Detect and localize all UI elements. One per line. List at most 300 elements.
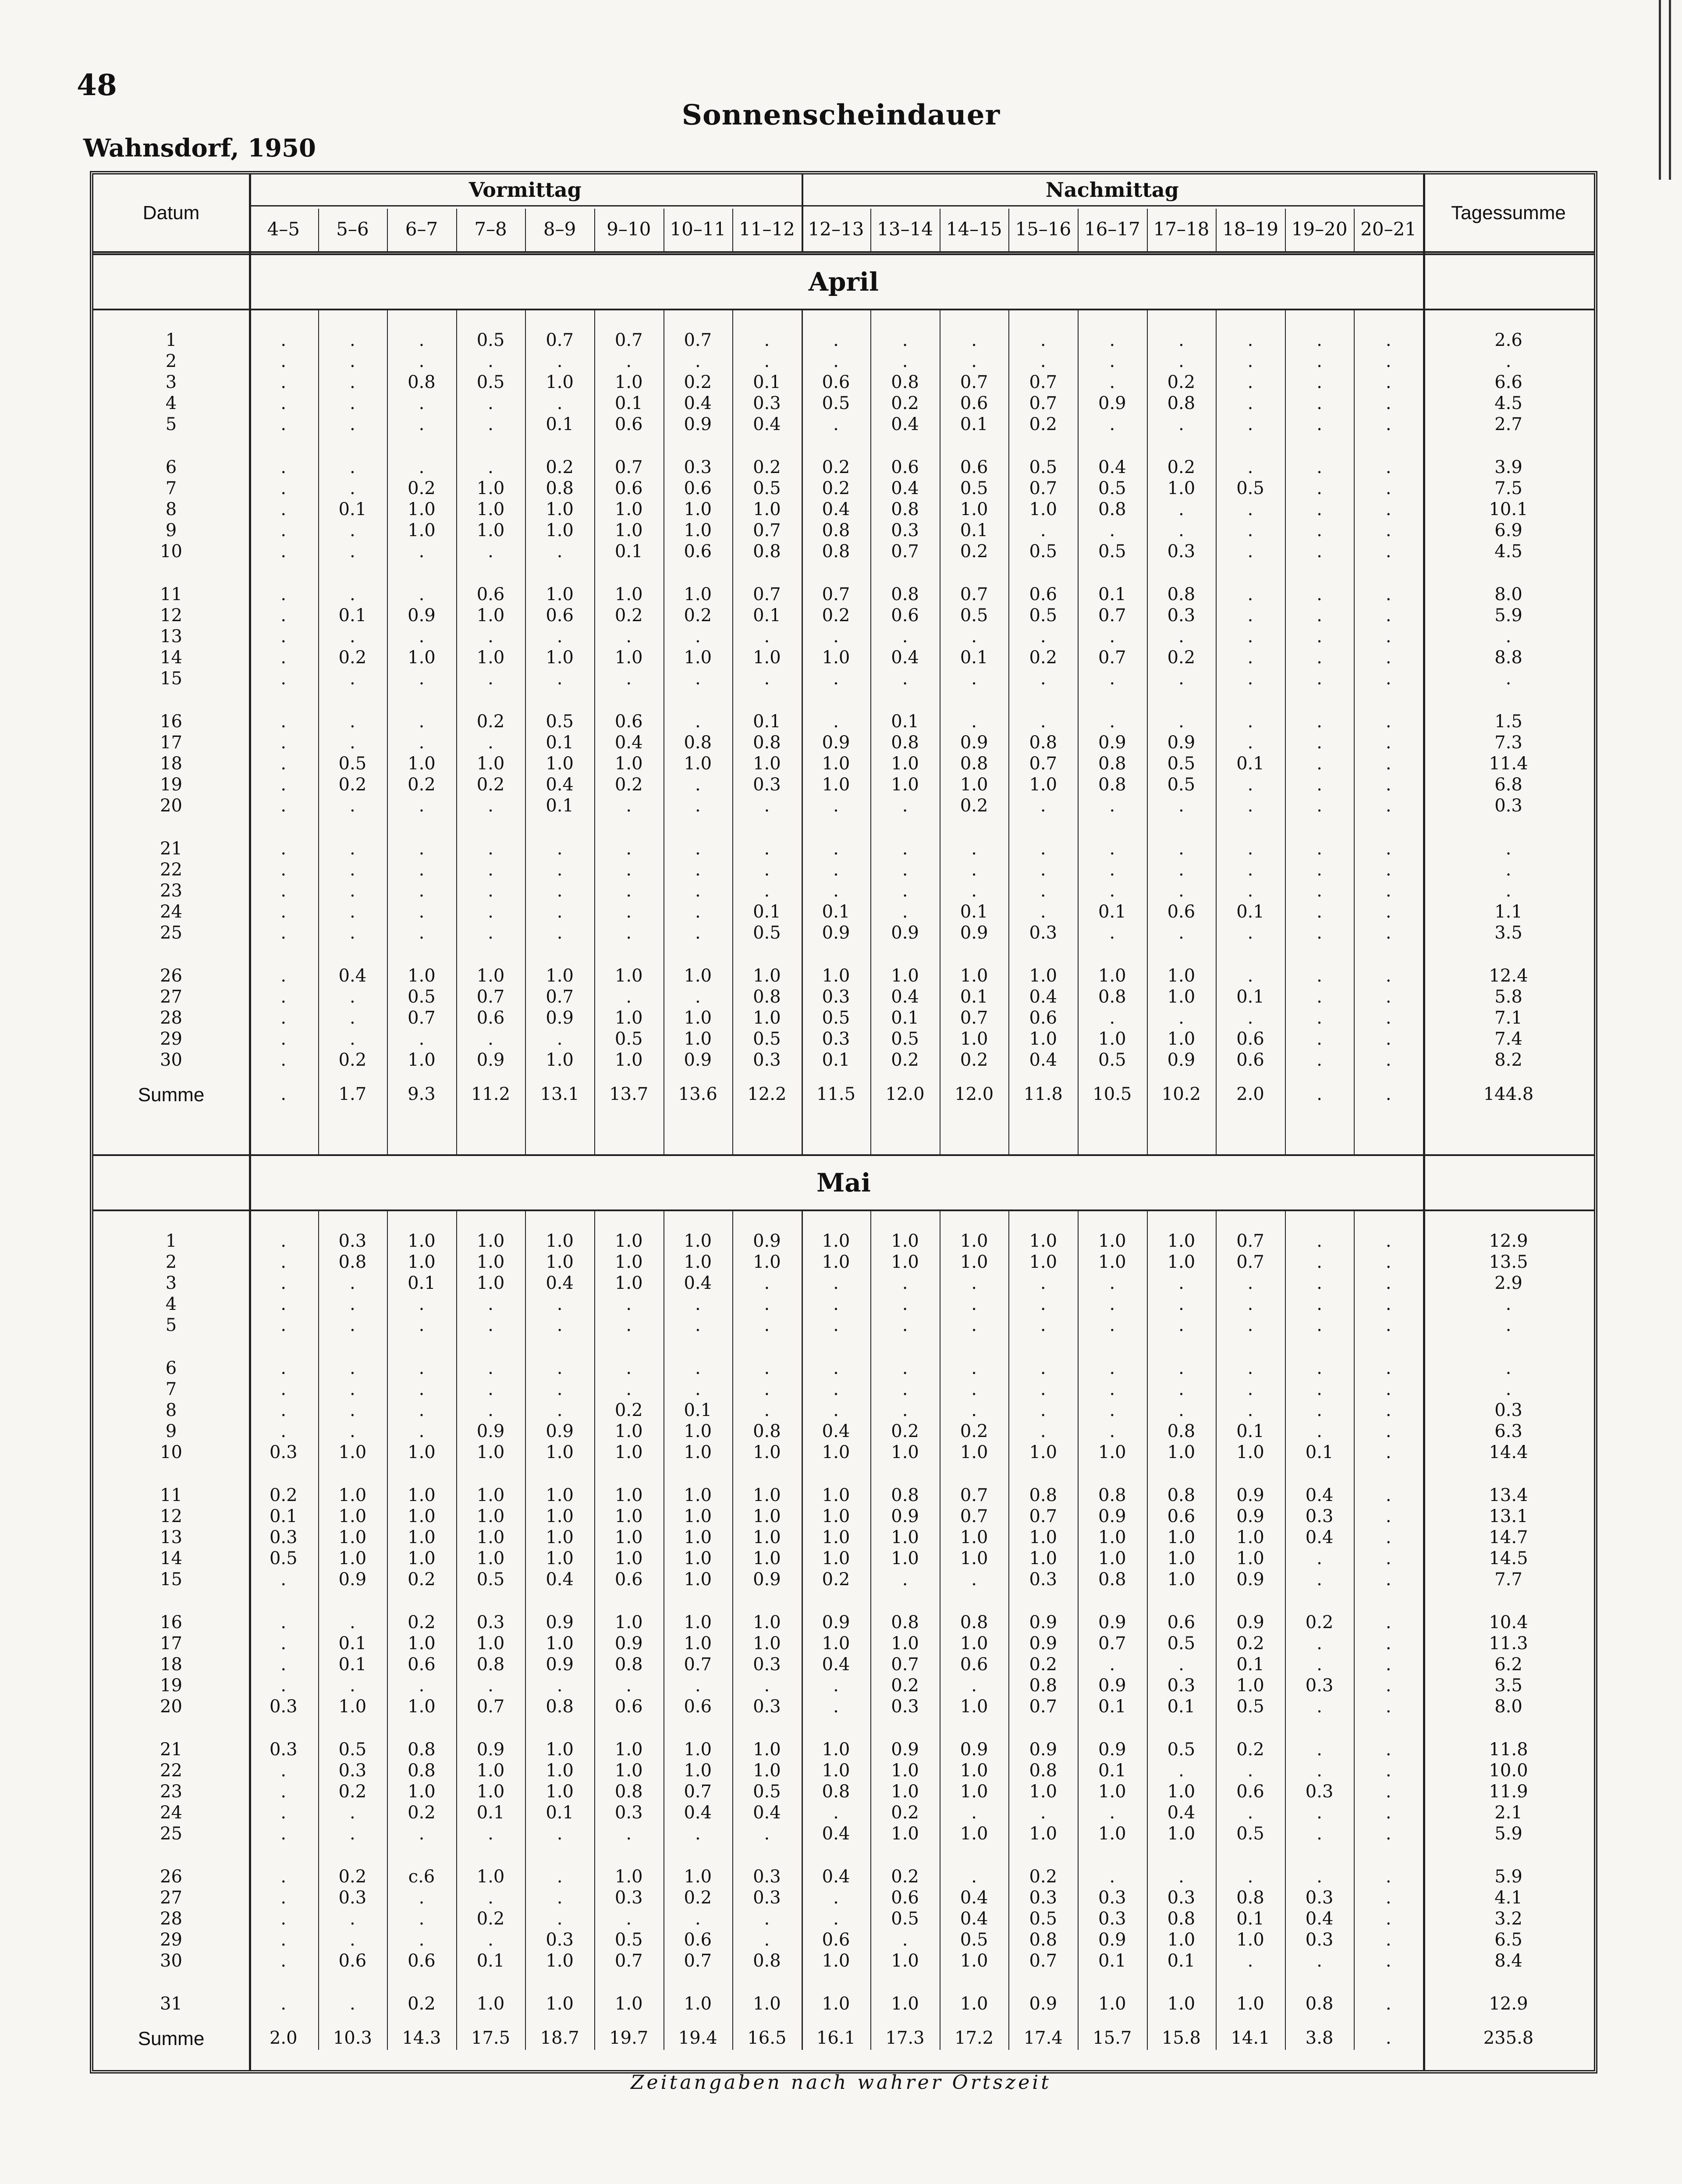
row-date: 29 — [160, 1029, 182, 1049]
hour-value: 1.0 — [614, 1739, 643, 1760]
hour-value: 0.7 — [1098, 647, 1126, 668]
hour-value: 0.1 — [960, 987, 988, 1007]
hour-value: . — [488, 1029, 493, 1049]
hour-value: . — [419, 1029, 425, 1049]
hour-value: 0.2 — [1029, 647, 1057, 668]
hour-sum: 14.3 — [402, 2028, 441, 2048]
col-divider — [594, 209, 595, 251]
hour-value: . — [626, 881, 632, 901]
hour-value: 0.9 — [1236, 1506, 1264, 1526]
hour-value: 1.0 — [753, 1252, 781, 1272]
day-total: 11.8 — [1489, 1739, 1528, 1760]
hour-value: . — [280, 1867, 287, 1887]
row-date: 16 — [160, 711, 182, 732]
hour-value: 0.5 — [476, 372, 505, 392]
hour-value: 0.8 — [1098, 987, 1126, 1007]
hour-value: 0.8 — [891, 1485, 919, 1505]
day-total: 6.3 — [1494, 1421, 1522, 1441]
header-vormittag: Vormittag — [468, 178, 582, 202]
hour-value: 1.0 — [1098, 966, 1126, 986]
hour-value: . — [419, 1888, 425, 1908]
hour-value: . — [695, 775, 701, 795]
hour-value: 0.3 — [753, 393, 781, 413]
hour-value: . — [833, 1803, 839, 1823]
hour-value: 0.1 — [1236, 754, 1264, 774]
hour-value: 1.0 — [753, 647, 781, 668]
hour-value: 1.0 — [960, 1548, 988, 1569]
hour-value: 1.0 — [614, 1548, 643, 1569]
hour-value: 0.9 — [546, 1008, 574, 1028]
hour-value: 0.6 — [546, 605, 574, 626]
hour-value: 0.8 — [1167, 1485, 1196, 1505]
hour-value: . — [1317, 839, 1322, 859]
hour-value: . — [1109, 1803, 1115, 1823]
hour-value: . — [1109, 414, 1115, 434]
hour-value: 0.8 — [753, 541, 781, 562]
hour-value: 1.0 — [1029, 1029, 1057, 1049]
hour-value: . — [902, 796, 908, 816]
hour-value: 1.0 — [891, 1782, 919, 1802]
row-date: 17 — [160, 1633, 182, 1654]
hour-value: . — [1178, 1358, 1184, 1378]
hour-value: 0.2 — [338, 1867, 367, 1887]
hour-value: . — [833, 1675, 839, 1696]
hour-value: . — [1040, 626, 1046, 647]
hour-value: 1.0 — [684, 1008, 712, 1028]
hour-value: 1.0 — [546, 1252, 574, 1272]
hour-value: . — [419, 330, 425, 350]
hour-value: 0.6 — [684, 478, 712, 498]
page-number: 48 — [77, 68, 117, 102]
hour-value: 0.4 — [1305, 1909, 1334, 1929]
hour-value: 0.9 — [1029, 1633, 1057, 1654]
hour-value: . — [1247, 881, 1253, 901]
row-date: 2 — [165, 351, 177, 371]
hour-value: . — [1040, 1273, 1046, 1293]
hour-value: 0.3 — [269, 1739, 298, 1760]
hour-value: . — [1040, 796, 1046, 816]
hour-value: . — [695, 1379, 701, 1399]
hour-value: . — [1178, 351, 1184, 371]
hour-value: . — [1178, 1400, 1184, 1420]
hour-value: 1.0 — [684, 1485, 712, 1505]
hour-value: . — [971, 330, 977, 350]
hour-value: 0.8 — [1029, 733, 1057, 753]
hour-value: 0.3 — [338, 1761, 367, 1781]
hour-value: . — [280, 1761, 287, 1781]
hour-value: 0.2 — [891, 1050, 919, 1070]
day-total: 4.5 — [1494, 393, 1522, 413]
hour-value: . — [902, 351, 908, 371]
hour-value: . — [1317, 414, 1322, 434]
hour-value: . — [626, 902, 632, 922]
hour-value: . — [902, 1273, 908, 1293]
hour-value: . — [1317, 669, 1322, 689]
hour-value: . — [1178, 669, 1184, 689]
col-divider — [1216, 209, 1217, 251]
hour-value: . — [280, 669, 287, 689]
hour-value: . — [350, 1358, 355, 1378]
hour-value: . — [1109, 1294, 1115, 1314]
hour-value: . — [1385, 1548, 1391, 1569]
hour-value: 1.0 — [891, 1252, 919, 1272]
hour-value: . — [1385, 1951, 1391, 1971]
hour-value: . — [350, 1930, 355, 1950]
hour-value: 0.1 — [753, 372, 781, 392]
hour-value: . — [419, 1930, 425, 1950]
hour-value: . — [971, 626, 977, 647]
hour-value: . — [1040, 1803, 1046, 1823]
hour-value: . — [280, 1675, 287, 1696]
hour-value: 0.1 — [1305, 1442, 1334, 1462]
col-divider — [456, 1211, 457, 2050]
hour-value: . — [1317, 1633, 1322, 1654]
hour-value: . — [626, 1294, 632, 1314]
day-total: 6.9 — [1494, 520, 1522, 541]
row-date: 7 — [165, 1379, 177, 1399]
hour-value: 0.1 — [1236, 1421, 1264, 1441]
hour-value: 0.5 — [408, 987, 436, 1007]
hour-value: . — [1385, 1612, 1391, 1633]
hour-value: 0.2 — [1236, 1633, 1264, 1654]
hour-value: . — [1247, 1400, 1253, 1420]
hour-value: 0.9 — [408, 605, 436, 626]
hour-value: 0.4 — [960, 1888, 988, 1908]
hour-value: 0.7 — [684, 1654, 712, 1675]
hour-value: . — [350, 796, 355, 816]
hour-value: . — [419, 351, 425, 371]
header-hour: 8–9 — [543, 218, 576, 240]
hour-value: 0.2 — [338, 647, 367, 668]
hour-value: 0.9 — [476, 1739, 505, 1760]
hour-value: . — [833, 414, 839, 434]
hour-value: . — [350, 1294, 355, 1314]
hour-value: 1.0 — [960, 1527, 988, 1547]
hour-value: 1.0 — [822, 966, 850, 986]
hour-value: 0.4 — [1029, 1050, 1057, 1070]
hour-value: 1.0 — [546, 754, 574, 774]
hour-value: . — [350, 1400, 355, 1420]
hour-value: 1.0 — [546, 1761, 574, 1781]
hour-value: 0.8 — [891, 1612, 919, 1633]
hour-value: 1.0 — [960, 499, 988, 519]
day-total: 6.8 — [1494, 775, 1522, 795]
hour-value: . — [833, 330, 839, 350]
row-date: 12 — [160, 1506, 182, 1526]
hour-value: . — [350, 839, 355, 859]
hour-value: 1.0 — [891, 1633, 919, 1654]
hour-value: 0.8 — [408, 1739, 436, 1760]
hour-value: . — [280, 733, 287, 753]
row-date: 14 — [160, 647, 182, 668]
hour-value: 0.6 — [614, 478, 643, 498]
hour-value: 1.0 — [960, 1029, 988, 1049]
hour-value: . — [1247, 775, 1253, 795]
hour-value: . — [1247, 1761, 1253, 1781]
hour-value: 1.0 — [822, 775, 850, 795]
col-divider — [732, 209, 733, 251]
hour-sum: 19.4 — [678, 2028, 717, 2048]
hour-value: 0.2 — [476, 1909, 505, 1929]
hour-value: . — [1247, 1315, 1253, 1335]
col-divider — [387, 1211, 388, 2050]
hour-value: 0.8 — [1029, 1761, 1057, 1781]
header-hour: 9–10 — [607, 218, 651, 240]
hour-value: 0.7 — [546, 987, 574, 1007]
hour-value: . — [280, 987, 287, 1007]
hour-value: 0.5 — [822, 393, 850, 413]
hour-value: . — [419, 457, 425, 477]
hour-value: . — [1178, 1654, 1184, 1675]
hour-value: 0.3 — [1305, 1782, 1334, 1802]
hour-value: 0.6 — [408, 1951, 436, 1971]
hour-value: 0.6 — [822, 1930, 850, 1950]
hour-value: . — [419, 1358, 425, 1378]
hour-value: 1.0 — [684, 1231, 712, 1251]
hour-value: . — [419, 902, 425, 922]
hour-value: . — [280, 1294, 287, 1314]
hour-value: 0.3 — [1305, 1888, 1334, 1908]
hour-sum: 17.4 — [1023, 2028, 1063, 2048]
hour-value: 1.0 — [338, 1485, 367, 1505]
hour-value: 0.1 — [1236, 902, 1264, 922]
hour-value: 0.4 — [1098, 457, 1126, 477]
day-total: 7.5 — [1494, 478, 1522, 498]
hour-value: 1.0 — [408, 1050, 436, 1070]
hour-value: 0.5 — [891, 1029, 919, 1049]
hour-value: 1.0 — [822, 1548, 850, 1569]
hour-value: 0.1 — [891, 1008, 919, 1028]
hour-value: . — [1385, 1782, 1391, 1802]
hour-value: . — [1317, 1252, 1322, 1272]
hour-value: . — [1178, 520, 1184, 541]
hour-value: . — [1385, 1654, 1391, 1675]
hour-value: . — [1385, 1008, 1391, 1028]
hour-value: 0.1 — [753, 902, 781, 922]
header-nachmittag: Nachmittag — [1045, 178, 1179, 202]
hour-value: . — [1385, 372, 1391, 392]
hour-value: 0.3 — [269, 1527, 298, 1547]
hour-value: 0.1 — [1236, 1909, 1264, 1929]
hour-value: 0.8 — [1098, 775, 1126, 795]
hour-value: . — [1317, 351, 1322, 371]
day-total: . — [1505, 626, 1512, 647]
hour-value: 0.5 — [960, 478, 988, 498]
hour-value: 0.4 — [684, 1273, 712, 1293]
hour-value: . — [419, 393, 425, 413]
day-total: 12.9 — [1489, 1231, 1528, 1251]
hour-value: . — [419, 1379, 425, 1399]
hour-value: 0.9 — [891, 1739, 919, 1760]
hour-value: 0.1 — [960, 647, 988, 668]
footer-note: Zeitangaben nach wahrer Ortszeit — [630, 2071, 1052, 2094]
day-total: 8.0 — [1494, 1697, 1522, 1717]
hour-value: . — [350, 1421, 355, 1441]
hour-value: . — [1247, 923, 1253, 943]
hour-value: . — [1109, 796, 1115, 816]
hour-value: 0.4 — [546, 1273, 574, 1293]
hour-value: 0.3 — [614, 1803, 643, 1823]
hour-value: 1.0 — [1167, 966, 1196, 986]
hour-value: 0.8 — [546, 1697, 574, 1717]
hour-value: 0.4 — [1305, 1485, 1334, 1505]
row-date: 7 — [165, 478, 177, 498]
row-date: 20 — [160, 796, 182, 816]
day-total: 13.1 — [1489, 1506, 1528, 1526]
hour-value: 1.0 — [546, 499, 574, 519]
hour-value: . — [1109, 1654, 1115, 1675]
hour-value: . — [280, 1400, 287, 1420]
hour-value: 0.8 — [1167, 393, 1196, 413]
hour-value: . — [557, 1909, 563, 1929]
hour-value: 0.5 — [338, 754, 367, 774]
hour-value: . — [1178, 839, 1184, 859]
hour-value: 1.0 — [822, 1442, 850, 1462]
hour-value: 1.0 — [684, 499, 712, 519]
hour-value: . — [1385, 1675, 1391, 1696]
hour-value: 0.7 — [476, 1697, 505, 1717]
hour-value: 0.4 — [1167, 1803, 1196, 1823]
hour-value: 1.0 — [408, 499, 436, 519]
hour-value: . — [280, 1888, 287, 1908]
hour-value: . — [1109, 881, 1115, 901]
hour-value: 0.8 — [338, 1252, 367, 1272]
hour-value: . — [350, 478, 355, 498]
hour-value: 0.4 — [753, 1803, 781, 1823]
hour-value: . — [971, 1315, 977, 1335]
hour-value: 1.0 — [891, 1231, 919, 1251]
hour-value: . — [419, 541, 425, 562]
hour-value: . — [1178, 626, 1184, 647]
hour-value: 0.3 — [891, 1697, 919, 1717]
hour-value: 0.3 — [269, 1697, 298, 1717]
hour-value: . — [1317, 1358, 1322, 1378]
hour-value: . — [1040, 1379, 1046, 1399]
col-divider — [1216, 1211, 1217, 2050]
row-date: 28 — [160, 1909, 182, 1929]
hour-value: . — [1109, 1867, 1115, 1887]
row-date: 10 — [160, 541, 182, 562]
hour-value: . — [833, 669, 839, 689]
hour-value: . — [1247, 733, 1253, 753]
hour-value: . — [1317, 1400, 1322, 1420]
hour-value: 0.6 — [614, 414, 643, 434]
hour-value: 0.3 — [1029, 1569, 1057, 1590]
day-total: 1.1 — [1494, 902, 1522, 922]
hour-value: 0.6 — [476, 1008, 505, 1028]
hour-value: . — [557, 839, 563, 859]
hour-value: 0.2 — [960, 541, 988, 562]
hour-value: 0.7 — [1029, 372, 1057, 392]
row-date: 20 — [160, 1697, 182, 1717]
hour-value: 1.0 — [546, 1633, 574, 1654]
hour-value: 0.7 — [546, 330, 574, 350]
header-hour: 17–18 — [1153, 218, 1210, 240]
hour-value: 0.4 — [338, 966, 367, 986]
row-date: 24 — [160, 902, 182, 922]
hour-value: 1.0 — [684, 1527, 712, 1547]
hour-value: . — [1247, 966, 1253, 986]
hour-value: 0.5 — [1167, 775, 1196, 795]
hour-value: 1.0 — [960, 1697, 988, 1717]
hour-value: . — [1247, 1379, 1253, 1399]
hour-sum: 13.1 — [540, 1084, 579, 1104]
hour-value: . — [1385, 1029, 1391, 1049]
hour-value: 0.7 — [684, 330, 712, 350]
hour-value: 1.0 — [546, 520, 574, 541]
hour-value: 0.1 — [822, 902, 850, 922]
hour-value: 1.0 — [614, 1421, 643, 1441]
row-date: 13 — [160, 1527, 182, 1547]
col-divider — [525, 1211, 526, 2050]
hour-value: 0.9 — [1236, 1485, 1264, 1505]
hour-value: 0.3 — [269, 1442, 298, 1462]
hour-value: . — [1109, 860, 1115, 880]
hour-value: 1.0 — [1167, 1824, 1196, 1844]
hour-value: 0.9 — [476, 1050, 505, 1070]
hour-value: 0.6 — [338, 1951, 367, 1971]
hour-value: 1.0 — [546, 1527, 574, 1547]
hour-value: . — [280, 1782, 287, 1802]
hour-value: . — [1385, 966, 1391, 986]
hour-value: . — [1317, 393, 1322, 413]
row-date: 4 — [165, 393, 177, 413]
row-date: 16 — [160, 1612, 182, 1633]
hour-value: . — [1247, 1294, 1253, 1314]
hour-value: . — [695, 1909, 701, 1929]
hour-value: 0.9 — [1098, 1506, 1126, 1526]
hour-value: . — [833, 881, 839, 901]
hour-value: 0.8 — [1167, 584, 1196, 605]
hour-value: 1.0 — [753, 1739, 781, 1760]
hour-value: 0.7 — [1236, 1231, 1264, 1251]
hour-value: . — [1317, 902, 1322, 922]
hour-value: . — [280, 605, 287, 626]
hour-value: 0.6 — [891, 605, 919, 626]
hour-value: 0.7 — [891, 541, 919, 562]
hour-value: 1.0 — [338, 1442, 367, 1462]
hour-value: . — [1247, 414, 1253, 434]
hour-value: . — [902, 669, 908, 689]
hour-value: 0.5 — [269, 1548, 298, 1569]
hour-value: 0.4 — [546, 775, 574, 795]
day-total: 0.3 — [1494, 796, 1522, 816]
hour-value: 1.0 — [614, 1252, 643, 1272]
day-total: 7.3 — [1494, 733, 1522, 753]
hour-value: 0.2 — [1305, 1612, 1334, 1633]
header-hour: 7–8 — [474, 218, 507, 240]
hour-value: 1.0 — [684, 1421, 712, 1441]
hour-value: 0.1 — [546, 733, 574, 753]
hour-value: . — [902, 860, 908, 880]
hour-value: 0.3 — [1029, 923, 1057, 943]
hour-value: 0.1 — [960, 520, 988, 541]
hour-value: 1.0 — [822, 1739, 850, 1760]
day-total: 7.1 — [1494, 1008, 1522, 1028]
hour-value: 0.8 — [1098, 1569, 1126, 1590]
hour-value: . — [764, 1273, 770, 1293]
hour-value: . — [350, 1379, 355, 1399]
col-divider — [1147, 209, 1148, 251]
hour-value: 1.0 — [546, 1050, 574, 1070]
hour-value: 1.0 — [614, 966, 643, 986]
hour-value: . — [1317, 1697, 1322, 1717]
hour-value: 1.0 — [684, 584, 712, 605]
hour-value: 0.3 — [1167, 1888, 1196, 1908]
hour-value: . — [488, 839, 493, 859]
hour-value: . — [1178, 1761, 1184, 1781]
hour-value: 0.6 — [684, 1930, 712, 1950]
